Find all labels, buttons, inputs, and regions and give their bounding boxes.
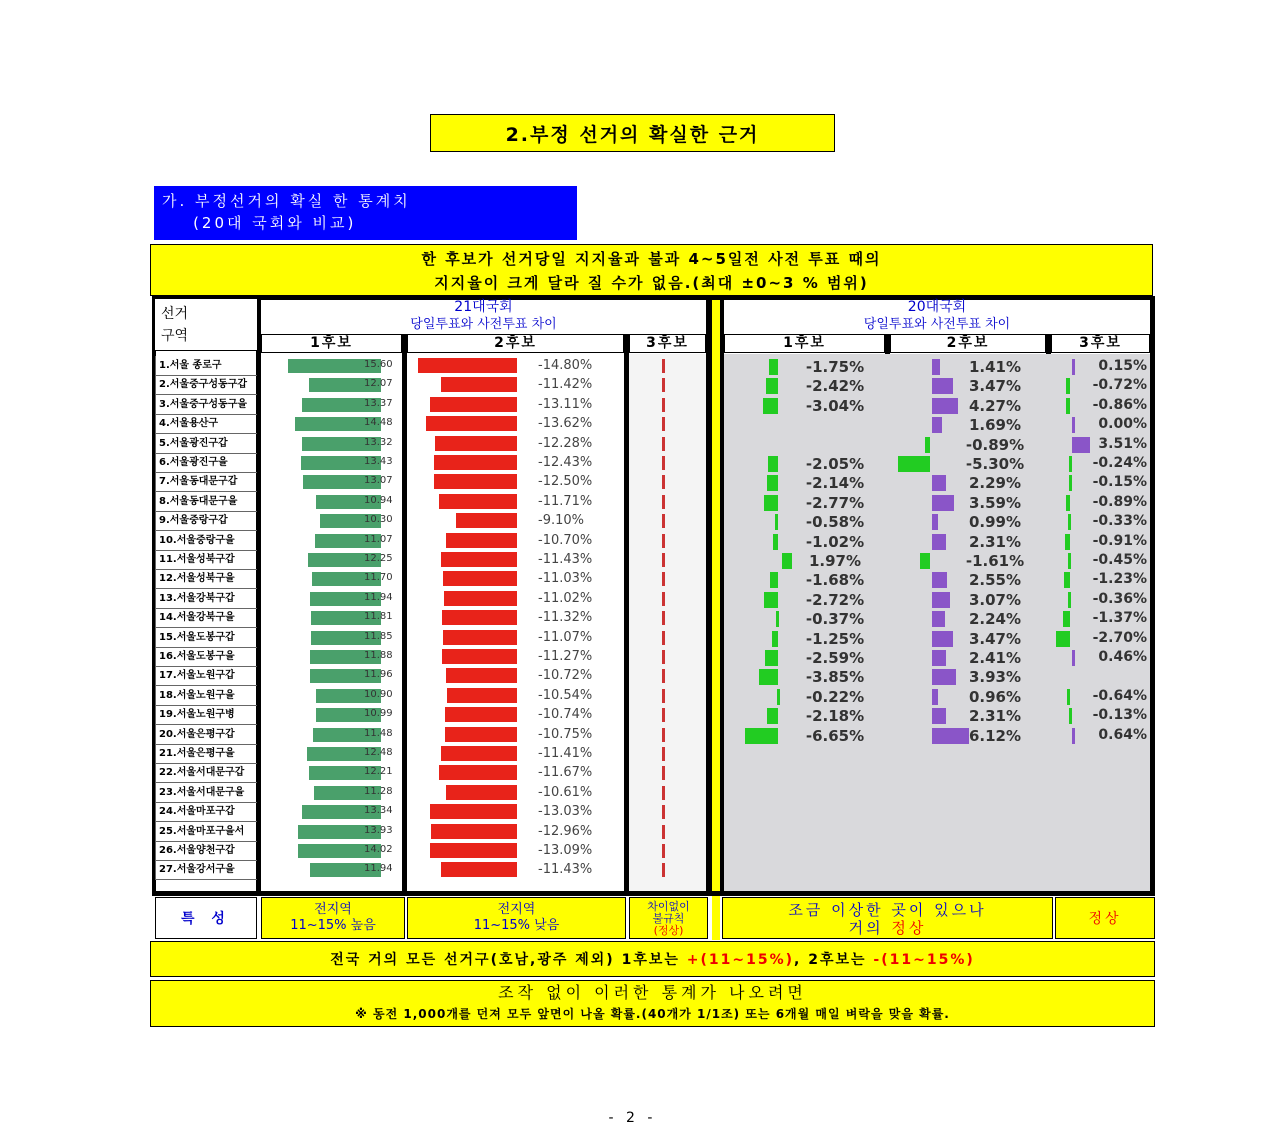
section-heading-line2: (20대 국회와 비교) — [162, 214, 357, 232]
district-name: 25.서울마포구을서 — [155, 822, 257, 842]
p3-bar — [1066, 378, 1070, 394]
cand3-bar — [662, 359, 665, 373]
cand2-value: -13.62% — [538, 416, 593, 431]
p1-value: -2.77% — [805, 494, 865, 512]
cand1-value: 11.94 — [364, 863, 393, 874]
cand3-bar — [662, 398, 665, 412]
p2-value: 1.41% — [968, 358, 1022, 376]
footer-c3-line1: 차이없이 — [647, 900, 690, 913]
cand3-bar — [662, 825, 665, 839]
cand2-bar — [447, 688, 517, 703]
district-name: 9.서울중랑구갑 — [155, 511, 257, 531]
p3-bar — [1069, 475, 1072, 491]
cand1-value: 12.48 — [364, 747, 393, 758]
p1-bar — [764, 495, 778, 511]
page-title: 2.부정 선거의 확실한 근거 — [430, 114, 835, 152]
p1-value: 1.97% — [808, 552, 862, 570]
cand2-bar — [441, 746, 517, 761]
p1-bar — [764, 592, 778, 608]
p3-bar — [1068, 514, 1071, 530]
cand1-value: 11.48 — [364, 728, 393, 739]
cand2-bar — [426, 416, 517, 431]
cand2-bar — [435, 436, 517, 451]
p2-value: 0.99% — [968, 513, 1022, 531]
table-divider-c1 — [402, 334, 407, 896]
p3-value: -0.89% — [1092, 494, 1147, 510]
summary-d: -(11~15%) — [873, 952, 975, 968]
cand2-value: -10.61% — [538, 785, 593, 800]
region-20-caption: 당일투표와 사전투표 차이 — [863, 317, 1011, 332]
district-name: 22.서울서대문구갑 — [155, 763, 257, 783]
cand2-value: -12.28% — [538, 436, 593, 451]
cand1-value: 13.34 — [364, 805, 393, 816]
p3-bar — [1072, 650, 1075, 666]
col-20-cand3: 3후보 — [1051, 334, 1150, 353]
p2-bar — [932, 534, 946, 550]
region-21 — [261, 299, 706, 333]
cand3-bar — [662, 786, 665, 800]
cand1-value: 12.25 — [364, 553, 393, 564]
cand3-bar — [662, 553, 665, 567]
cand2-bar — [430, 397, 517, 412]
footer-c2-line1: 전지역 — [497, 902, 536, 917]
cand3-bar — [662, 378, 665, 392]
p2-value: 3.47% — [968, 630, 1022, 648]
cand3-bar — [662, 766, 665, 780]
p3-bar — [1056, 631, 1070, 647]
cand2-value: -11.32% — [538, 610, 593, 625]
p1-bar — [763, 398, 778, 414]
p2-bar — [920, 553, 930, 569]
p2-bar — [898, 456, 930, 472]
district-name: 1.서울 종로구 — [155, 356, 257, 376]
cand2-value: -10.70% — [538, 533, 593, 548]
table-border-bottom — [152, 891, 1155, 896]
cand2-bar — [444, 591, 517, 606]
p2-bar — [932, 650, 946, 666]
district-name: 13.서울강북구갑 — [155, 589, 257, 609]
district-header-line2: 구역 — [161, 328, 189, 344]
p2-bar — [932, 514, 938, 530]
district-name: 14.서울강북구을 — [155, 608, 257, 628]
cand2-value: -11.43% — [538, 862, 593, 877]
p2-bar — [932, 611, 945, 627]
cand1-value: 11.96 — [364, 669, 393, 680]
p1-bar — [745, 728, 778, 744]
p1-value: -2.72% — [805, 591, 865, 609]
cand3-bar — [662, 689, 665, 703]
cand2-bar — [456, 513, 517, 528]
p3-bar — [1067, 689, 1070, 705]
p1-bar — [766, 378, 778, 394]
region-21-caption: 당일투표와 사전투표 차이 — [410, 317, 557, 332]
p1-value: -1.02% — [805, 533, 865, 551]
cand1-value: 11.07 — [364, 534, 393, 545]
cand2-value: -11.43% — [538, 552, 593, 567]
p1-value: -3.85% — [805, 668, 865, 686]
cand2-bar — [434, 455, 517, 470]
district-name: 17.서울노원구갑 — [155, 666, 257, 686]
p3-bar — [1072, 728, 1075, 744]
table-divider-yellow — [712, 296, 720, 940]
district-name: 2.서울중구성동구갑 — [155, 375, 257, 395]
p2-value: 2.41% — [968, 649, 1022, 667]
p1-bar — [768, 456, 778, 472]
cand3-bar — [662, 669, 665, 683]
district-name: 4.서울용산구 — [155, 414, 257, 434]
p2-bar — [925, 437, 930, 453]
p2-value: -5.30% — [965, 455, 1025, 473]
p1-value: -0.37% — [805, 610, 865, 628]
cand2-bar — [446, 533, 517, 548]
p3-bar — [1064, 572, 1070, 588]
cand2-value: -11.02% — [538, 591, 593, 606]
p1-bar — [769, 359, 778, 375]
p1-value: -2.05% — [805, 455, 865, 473]
p1-bar — [773, 534, 778, 550]
cand1-value: 13.32 — [364, 437, 393, 448]
footer-label: 특 성 — [155, 897, 257, 939]
cand1-value: 12.21 — [364, 766, 393, 777]
district-name: 11.서울성북구갑 — [155, 550, 257, 570]
district-name: 12.서울성북구을 — [155, 569, 257, 589]
p1-value: -2.42% — [805, 377, 865, 395]
summary-a: 전국 거의 모든 선거구(호남,광주 제외) 1후보는 — [330, 952, 687, 968]
footer-c1-line1: 전지역 — [314, 902, 352, 917]
p2-value: 3.07% — [968, 591, 1022, 609]
summary-c: , 2후보는 — [794, 952, 874, 968]
cand2-value: -10.54% — [538, 688, 593, 703]
cand2-value: -10.74% — [538, 707, 593, 722]
cand2-bar — [445, 707, 517, 722]
p2-value: 3.47% — [968, 377, 1022, 395]
cand1-value: 12.07 — [364, 378, 393, 389]
cand2-bar — [443, 630, 517, 645]
cand3-bar — [662, 417, 665, 431]
district-header — [155, 299, 257, 351]
p2-bar — [932, 592, 950, 608]
p1-value: -0.58% — [805, 513, 865, 531]
cand3-bar — [662, 863, 665, 877]
p1-bar — [759, 669, 778, 685]
p1-bar — [767, 475, 778, 491]
cand3-bar — [662, 475, 665, 489]
footer-c3-line2: 불규칙 — [652, 912, 685, 925]
cand2-value: -13.03% — [538, 804, 593, 819]
p2-value: 2.24% — [968, 610, 1022, 628]
footer-20-c3: 정상 — [1055, 897, 1155, 939]
p3-value: 0.64% — [1098, 727, 1147, 743]
district-name: 16.서울도봉구을 — [155, 647, 257, 667]
footer-20-line2 — [723, 919, 1052, 937]
cand2-value: -11.41% — [538, 746, 593, 761]
p2-value: 2.31% — [968, 533, 1022, 551]
footer-20-line2b: 정상 — [891, 919, 927, 937]
cand2-bar — [446, 785, 517, 800]
cand1-value: 13.93 — [364, 825, 393, 836]
p1-value: -1.68% — [805, 571, 865, 589]
p1-bar — [775, 514, 778, 530]
cand1-value: 14.02 — [364, 844, 393, 855]
region-20-title: 20대국회 — [907, 299, 967, 315]
col-21-cand2: 2후보 — [407, 334, 624, 353]
cand3-bar — [662, 844, 665, 858]
p3-value: -0.24% — [1092, 455, 1147, 471]
p3-value: 0.00% — [1098, 416, 1147, 432]
cand1-value: 11.81 — [364, 611, 393, 622]
cand2-value: -11.71% — [538, 494, 593, 509]
p2-bar — [932, 689, 938, 705]
footer-c2 — [407, 897, 626, 939]
table-border-right — [1150, 296, 1155, 896]
district-name: 10.서울중랑구을 — [155, 531, 257, 551]
cand1-value: 11.28 — [364, 786, 393, 797]
cand1-value: 11.85 — [364, 631, 393, 642]
p1-bar — [770, 572, 778, 588]
p2-value: 3.59% — [968, 494, 1022, 512]
cand1-value: 14.48 — [364, 417, 393, 428]
p3-bar — [1068, 592, 1071, 608]
p1-bar — [777, 689, 780, 705]
col-21-cand3: 3후보 — [629, 334, 706, 353]
p1-value: -6.65% — [805, 727, 865, 745]
district-name: 24.서울마포구갑 — [155, 802, 257, 822]
p3-value: -0.15% — [1092, 474, 1147, 490]
cand3-bar — [662, 572, 665, 586]
footer-20-line1: 조금 이상한 곳이 있으나 — [788, 901, 987, 919]
p2-bar — [932, 417, 942, 433]
p1-bar — [772, 631, 778, 647]
cand2-bar — [442, 610, 517, 625]
summary-line — [150, 941, 1155, 977]
cand3-bar — [662, 631, 665, 645]
p3-value: -0.36% — [1092, 591, 1147, 607]
cand2-value: -11.42% — [538, 377, 593, 392]
district-name: 5.서울광진구갑 — [155, 434, 257, 454]
p1-bar — [765, 650, 778, 666]
cand2-bar — [439, 765, 517, 780]
p1-value: -1.75% — [805, 358, 865, 376]
cand1-value: 13.07 — [364, 475, 393, 486]
probability-note-line2: ※ 동전 1,000개를 던져 모두 앞면이 나올 확률.(40개가 1/1조) 또는 6개월 매일 벼락을 맞을 확률. — [355, 1007, 950, 1021]
p3-bar — [1066, 495, 1070, 511]
cand2-value: -13.11% — [538, 397, 593, 412]
p3-bar — [1069, 456, 1072, 472]
district-name: 19.서울노원구병 — [155, 705, 257, 725]
cand1-value: 10.99 — [364, 708, 393, 719]
cand2-bar — [442, 649, 517, 664]
p3-value: 0.46% — [1098, 649, 1147, 665]
cand2-value: -11.03% — [538, 571, 593, 586]
footer-c3 — [629, 897, 708, 939]
probability-note — [150, 980, 1155, 1027]
p2-value: -0.89% — [965, 436, 1025, 454]
cand3-bar — [662, 592, 665, 606]
p2-value: 2.55% — [968, 571, 1022, 589]
cand2-bar — [446, 668, 517, 683]
p1-bar — [776, 611, 779, 627]
cand3-bar — [662, 611, 665, 625]
p2-value: 0.96% — [968, 688, 1022, 706]
p3-value: -0.45% — [1092, 552, 1147, 568]
cand2-value: -12.96% — [538, 824, 593, 839]
cand3-bar — [662, 437, 665, 451]
cand3-bar — [662, 650, 665, 664]
p3-value: 0.15% — [1098, 358, 1147, 374]
p3-value: -1.37% — [1092, 610, 1147, 626]
district-name: 8.서울동대문구을 — [155, 492, 257, 512]
section-heading — [154, 186, 577, 240]
cand3-bar — [662, 728, 665, 742]
cand1-value: 11.94 — [364, 592, 393, 603]
district-name: 6.서울광진구을 — [155, 453, 257, 473]
region-21-title: 21대국회 — [454, 299, 513, 315]
p3-bar — [1065, 534, 1070, 550]
cand2-value: -13.09% — [538, 843, 593, 858]
footer-c2-line2: 11~15% 낮음 — [473, 918, 560, 933]
cand1-value: 15.60 — [364, 359, 393, 370]
cand2-value: -12.43% — [538, 455, 593, 470]
footer-c3-line3: (정상) — [653, 924, 684, 937]
cand2-value: -14.80% — [538, 358, 593, 373]
p3-value: -0.33% — [1092, 513, 1147, 529]
district-name: 18.서울노원구을 — [155, 686, 257, 706]
district-name: 7.서울동대문구갑 — [155, 472, 257, 492]
p3-bar — [1063, 611, 1070, 627]
col-20-cand2: 2후보 — [890, 334, 1046, 353]
p2-bar — [932, 475, 946, 491]
district-name: 15.서울도봉구갑 — [155, 628, 257, 648]
p1-value: -2.18% — [805, 707, 865, 725]
district-name: 21.서울은평구을 — [155, 744, 257, 764]
p2-value: 2.31% — [968, 707, 1022, 725]
p1-value: -2.59% — [805, 649, 865, 667]
cand1-value: 11.88 — [364, 650, 393, 661]
p3-value: -0.64% — [1092, 688, 1147, 704]
p1-value: -1.25% — [805, 630, 865, 648]
p3-value: -0.72% — [1092, 377, 1147, 393]
cand2-bar — [430, 843, 517, 858]
p3-bar — [1069, 708, 1072, 724]
cand2-bar — [441, 862, 517, 877]
district-name: 20.서울은평구갑 — [155, 725, 257, 745]
cand3-bar — [662, 534, 665, 548]
footer-20-line2a: 거의 — [848, 919, 892, 937]
p3-value: 3.51% — [1098, 436, 1147, 452]
p3-value: -2.70% — [1092, 630, 1147, 646]
notice-line2: 지지율이 크게 달라 질 수가 없음.(최대 ±0~3 % 범위) — [434, 274, 869, 292]
notice-box — [150, 244, 1153, 296]
cand2-bar — [443, 571, 517, 586]
district-name: 26.서울양천구갑 — [155, 841, 257, 861]
p3-bar — [1072, 417, 1075, 433]
district-header-line1: 선거 — [161, 306, 189, 322]
p3-value: -0.13% — [1092, 707, 1147, 723]
p3-value: -0.91% — [1092, 533, 1147, 549]
region-20 — [724, 299, 1150, 333]
cand2-value: -9.10% — [538, 513, 584, 528]
col-21-cand1: 1후보 — [261, 334, 402, 353]
cand2-bar — [434, 474, 517, 489]
p2-bar — [932, 572, 947, 588]
summary-b: +(11~15%) — [686, 952, 795, 968]
p3-value: -1.23% — [1092, 571, 1147, 587]
cand2-bar — [441, 377, 517, 392]
section-heading-line1: 가. 부정선거의 확실 한 통계치 — [162, 192, 411, 210]
cand3-bar — [662, 456, 665, 470]
page-number: - 2 - — [608, 1110, 657, 1126]
notice-line1: 한 후보가 선거당일 지지율과 불과 4~5일전 사전 투표 때의 — [421, 250, 882, 268]
cand2-bar — [439, 494, 517, 509]
cand2-value: -10.72% — [538, 668, 593, 683]
district-name: 3.서울중구성동구을 — [155, 395, 257, 415]
p1-value: -0.22% — [805, 688, 865, 706]
cand3-bar — [662, 747, 665, 761]
p3-bar — [1066, 398, 1070, 414]
cand2-bar — [431, 824, 517, 839]
p1-value: -2.14% — [805, 474, 865, 492]
p2-bar — [932, 708, 946, 724]
cand2-value: -10.75% — [538, 727, 593, 742]
footer-c1 — [261, 897, 405, 939]
p3-value: -0.86% — [1092, 397, 1147, 413]
screenshot-21-c3-background — [629, 354, 706, 891]
col-20-cand1: 1후보 — [724, 334, 885, 353]
cand3-bar — [662, 514, 665, 528]
cand1-value: 13.43 — [364, 456, 393, 467]
p1-value: -3.04% — [805, 397, 865, 415]
cand1-value: 13.37 — [364, 398, 393, 409]
p2-bar — [932, 359, 940, 375]
p2-value: 1.69% — [968, 416, 1022, 434]
cand3-bar — [662, 495, 665, 509]
p2-value: 4.27% — [968, 397, 1022, 415]
footer-20-summary — [722, 897, 1053, 939]
cand3-bar — [662, 708, 665, 722]
p2-value: 3.93% — [968, 668, 1022, 686]
p2-value: -1.61% — [965, 552, 1025, 570]
cand1-value: 11.70 — [364, 572, 393, 583]
cand2-value: -11.67% — [538, 765, 593, 780]
cand2-bar — [445, 727, 517, 742]
cand2-value: -11.27% — [538, 649, 593, 664]
p3-bar — [1072, 359, 1075, 375]
p2-value: 2.29% — [968, 474, 1022, 492]
cand2-bar — [441, 552, 517, 567]
cand1-value: 10.90 — [364, 689, 393, 700]
cand2-value: -12.50% — [538, 474, 593, 489]
p2-value: 6.12% — [968, 727, 1022, 745]
p1-bar — [767, 708, 778, 724]
cand2-bar — [430, 804, 517, 819]
p3-bar — [1068, 553, 1071, 569]
cand3-bar — [662, 805, 665, 819]
probability-note-line1: 조작 없이 이러한 통계가 나오려면 — [498, 983, 807, 1002]
district-name: 27.서울강서구을 — [155, 860, 257, 880]
cand1-value: 10.94 — [364, 495, 393, 506]
cand2-bar — [418, 358, 517, 373]
footer-c1-line2: 11~15% 높음 — [290, 918, 376, 933]
cand1-value: 10.30 — [364, 514, 393, 525]
cand2-value: -11.07% — [538, 630, 593, 645]
district-name: 23.서울서대문구을 — [155, 783, 257, 803]
